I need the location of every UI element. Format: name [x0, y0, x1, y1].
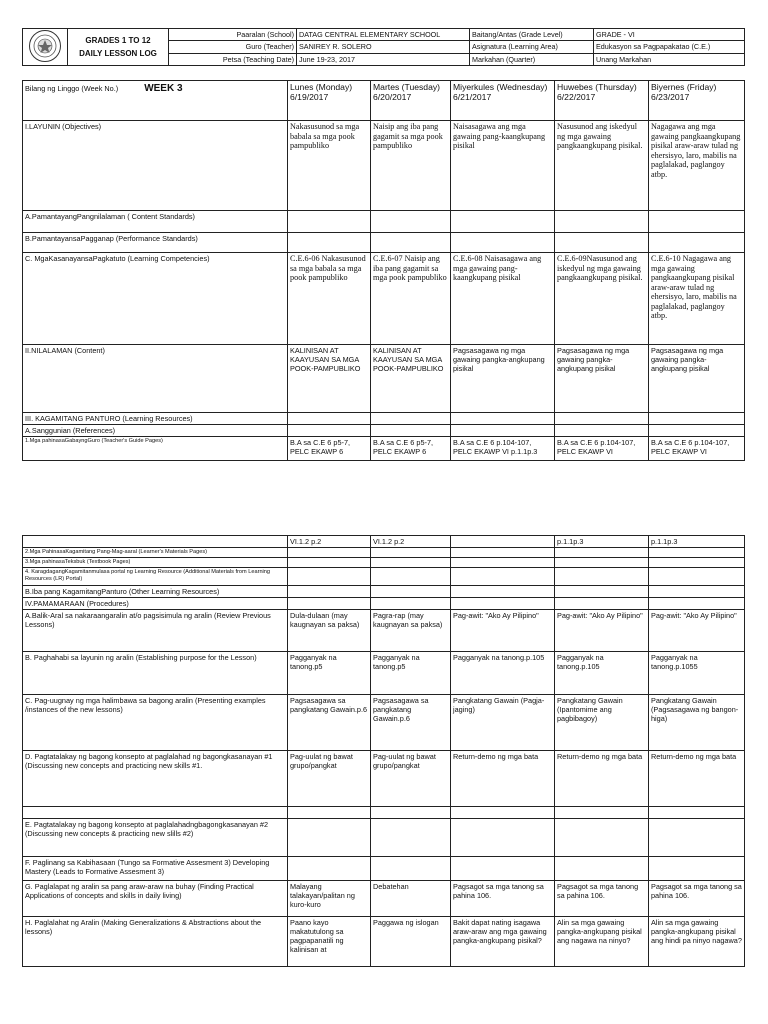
row-label: A.PamantayangPangnilalaman ( Content Standards) — [23, 211, 288, 233]
table-cell: Pagsasagawa ng mga gawaing pangka-angkupang pisikal — [451, 345, 555, 413]
teacher-value: SANIREY R. SOLERO — [297, 41, 470, 53]
day-name: Miyerkules (Wednesday) — [453, 82, 548, 92]
table-cell: C.E.6-08 Naisasagawa ang mga gawaing pang-kaangkupang pisikal — [451, 253, 555, 345]
table-row — [23, 437, 745, 461]
table-cell — [288, 558, 371, 568]
week-value: WEEK 3 — [144, 83, 183, 94]
table-cell: Pagganyak na tanong.p5 — [288, 652, 371, 695]
week-label: Bilang ng Linggo (Week No.) — [25, 84, 119, 93]
table-row — [23, 610, 745, 652]
table-cell — [288, 807, 371, 819]
row-label: 2.Mga PahinasaKagamitang Pang-Mag-aaral (Learner's Materials Pages) — [23, 548, 288, 558]
table-cell: B.A sa C.E 6 p5-7, PELC EKAWP 6 — [371, 437, 451, 461]
table-cell: C.E.6-09Nasusunod ang iskedyul ng mga gawaing pangkaangkupang pisikal. — [555, 253, 649, 345]
day-header-tuesday — [371, 81, 451, 121]
table-cell: VI.1.2 p.2 — [288, 536, 371, 548]
table-row — [23, 413, 745, 425]
table-cell — [649, 558, 745, 568]
table-cell: Dula-dulaan (may kaugnayan sa paksa) — [288, 610, 371, 652]
table-cell: Pagsasagawa ng mga gawaing pangka-angkupang pisikal — [649, 345, 745, 413]
table-cell — [649, 425, 745, 437]
table-cell: Nagagawa ang mga gawaing pangkaangkupang pisikal araw-araw tulad ng ehersisyo, laro, mabilis na paglalakad, paglangoy atbp. — [649, 121, 745, 211]
table-cell: p.1.1p.3 — [649, 536, 745, 548]
table-cell — [288, 425, 371, 437]
row-label: B. Paghahabi sa layunin ng aralin (Establishing purpose for the Lesson) — [23, 652, 288, 695]
table-row — [23, 211, 745, 233]
table-cell — [288, 413, 371, 425]
row-label: 3.Mga pahinasaTeksbuk (Textbook Pages) — [23, 558, 288, 568]
table-cell: KALINISAN AT KAAYUSAN SA MGA POOK-PAMPUBLIKO — [371, 345, 451, 413]
table-cell — [555, 558, 649, 568]
table-cell — [451, 233, 555, 253]
table-cell: B.A sa C.E 6 p.104-107, PELC EKAWP VI — [555, 437, 649, 461]
table-cell: Pagra-rap (may kaugnayan sa paksa) — [371, 610, 451, 652]
row-label — [23, 536, 288, 548]
table-cell — [288, 211, 371, 233]
table-cell — [649, 586, 745, 598]
day-date: 6/20/2017 — [373, 92, 412, 102]
table-cell: B.A sa C.E 6 p5-7, PELC EKAWP 6 — [288, 437, 371, 461]
table-cell — [371, 211, 451, 233]
table-cell — [649, 857, 745, 881]
row-label: B.PamantayansaPagganap (Performance Standards) — [23, 233, 288, 253]
table-cell: C.E.6-10 Nagagawa ang mga gawaing pangkaangkupang pisikal araw-araw tulad ng ehersisyo, laro, mabilis na paglalakad, paglangoy atbp. — [649, 253, 745, 345]
table-row — [23, 568, 745, 586]
table-cell: Pag-uulat ng bawat grupo/pangkat — [371, 751, 451, 807]
table-cell: VI.1.2 p.2 — [371, 536, 451, 548]
table-cell — [555, 598, 649, 610]
day-date: 6/23/2017 — [651, 92, 690, 102]
table-cell — [288, 568, 371, 586]
grade-level-label: Baitang/Antas (Grade Level) — [470, 29, 594, 41]
table-cell — [555, 425, 649, 437]
day-header-thursday — [555, 81, 649, 121]
learning-area-label: Asignatura (Learning Area) — [470, 41, 594, 53]
table-cell — [288, 819, 371, 857]
table-cell — [451, 413, 555, 425]
teaching-date-value: June 19-23, 2017 — [297, 53, 470, 65]
day-name: Huwebes (Thursday) — [557, 82, 637, 92]
table-row — [23, 558, 745, 568]
table-cell — [371, 558, 451, 568]
table-cell — [649, 568, 745, 586]
teaching-date-label: Petsa (Teaching Date) — [169, 53, 297, 65]
table-cell — [555, 819, 649, 857]
day-header-wednesday — [451, 81, 555, 121]
table-row — [23, 807, 745, 819]
row-label: G. Paglalapat ng aralin sa pang araw-araw na buhay (Finding Practical Applications of concepts and skills in daily living) — [23, 881, 288, 917]
table-cell — [649, 413, 745, 425]
table-cell: Pagsasagawa ng mga gawaing pangka-angkupang pisikal — [555, 345, 649, 413]
table-cell: Paano kayo makatutulong sa pagpapanatili ng kalinisan at — [288, 917, 371, 967]
table-cell — [451, 425, 555, 437]
table-cell — [288, 857, 371, 881]
table-cell: C.E.6-07 Naisip ang iba pang gagamit sa mga pook pampubliko — [371, 253, 451, 345]
table-cell: Paggawa ng islogan — [371, 917, 451, 967]
quarter-value: Unang Markahan — [594, 53, 745, 65]
row-label: C. Pag-uugnay ng mga halimbawa sa bagong aralin (Presenting examples /instances of the new lessons) — [23, 695, 288, 751]
table-cell — [371, 819, 451, 857]
row-label: 4. KaragdagangKagamitanmulasa portal ng Learning Resource (Additional Materials from Learning Resources (LR) Portal) — [23, 568, 288, 586]
title-line-2: DAILY LESSON LOG — [79, 49, 157, 58]
table-cell: Pagsagot sa mga tanong sa pahina 106. — [555, 881, 649, 917]
table-cell — [649, 819, 745, 857]
deped-seal-logo — [23, 29, 68, 66]
table-row — [23, 548, 745, 558]
table-cell: Return-demo ng mga bata — [555, 751, 649, 807]
table-cell — [555, 211, 649, 233]
table-cell: Pagganyak na tanong.p5 — [371, 652, 451, 695]
table-row — [23, 819, 745, 857]
table-cell: Naisip ang iba pang gagamit sa mga pook pampubliko — [371, 121, 451, 211]
table-cell: Naisasagawa ang mga gawaing pang-kaangkupang pisikal — [451, 121, 555, 211]
table-cell — [371, 807, 451, 819]
table-cell — [555, 857, 649, 881]
table-cell: Pag-uulat ng bawat grupo/pangkat — [288, 751, 371, 807]
row-label: E. Pagtatalakay ng bagong konsepto at paglalahadngbagongkasanayan #2 (Discussing new concepts & practicing new slills #2) — [23, 819, 288, 857]
table-cell — [371, 598, 451, 610]
table-cell: Pag-awit: "Ako Ay Pilipino" — [649, 610, 745, 652]
table-cell — [649, 548, 745, 558]
table-cell — [649, 211, 745, 233]
table-cell: Pagsagot sa mga tanong sa pahina 106. — [451, 881, 555, 917]
table-row — [23, 917, 745, 967]
table-cell: Alin sa mga gawaing pangka-angkupang pisikal ang nagawa na ninyo? — [555, 917, 649, 967]
row-label: H. Paglalahat ng Aralin (Making Generalizations & Abstractions about the lessons) — [23, 917, 288, 967]
table-row — [23, 425, 745, 437]
table-cell — [649, 598, 745, 610]
lesson-log-table-part1 — [22, 80, 745, 461]
table-cell — [451, 536, 555, 548]
learning-area-value: Edukasyon sa Pagpapakatao (C.E.) — [594, 41, 745, 53]
table-cell: B.A sa C.E 6 p.104-107, PELC EKAWP VI — [649, 437, 745, 461]
table-cell — [649, 807, 745, 819]
table-cell: Bakit dapat nating isagawa araw-araw ang mga gawaing pangka-angkupang pisikal? — [451, 917, 555, 967]
row-label: A.Sanggunian (References) — [23, 425, 288, 437]
row-label: I.LAYUNIN (Objectives) — [23, 121, 288, 211]
row-label: IV.PAMAMARAAN (Procedures) — [23, 598, 288, 610]
table-cell — [288, 548, 371, 558]
table-cell — [451, 819, 555, 857]
table-cell — [555, 807, 649, 819]
table-cell — [555, 233, 649, 253]
table-cell — [371, 568, 451, 586]
table-cell — [555, 586, 649, 598]
table-cell — [451, 548, 555, 558]
table-cell — [451, 857, 555, 881]
row-label: 1.Mga pahinasaGabayngGuro (Teacher's Guide Pages) — [23, 437, 288, 461]
table-cell: Debatehan — [371, 881, 451, 917]
week-cell — [23, 81, 288, 121]
table-row — [23, 121, 745, 211]
table-row — [23, 586, 745, 598]
table-header-row — [23, 81, 745, 121]
table-cell — [451, 558, 555, 568]
table-cell — [288, 598, 371, 610]
table-row — [23, 857, 745, 881]
table-cell — [288, 233, 371, 253]
table-cell — [555, 568, 649, 586]
row-label: D. Pagtatalakay ng bagong konsepto at paglalahad ng bagongkasanayan #1 (Discussing new concepts and practicing new skills #1. — [23, 751, 288, 807]
table-cell: Nasusunod ang iskedyul ng mga gawaing pangkaangkupang pisikal. — [555, 121, 649, 211]
quarter-label: Markahan (Quarter) — [470, 53, 594, 65]
table-cell — [288, 586, 371, 598]
table-row — [23, 652, 745, 695]
table-cell: Return-demo ng mga bata — [649, 751, 745, 807]
table-cell — [371, 233, 451, 253]
title-line-1: GRADES 1 TO 12 — [85, 36, 151, 45]
table-cell: Pag-awit: "Ako Ay Pilipino" — [451, 610, 555, 652]
row-label: F. Paglinang sa Kabihasaan (Tungo sa Formative Assesment 3) Developing Mastery (Leads to Formative Assesment 3) — [23, 857, 288, 881]
table-cell — [371, 413, 451, 425]
table-cell — [371, 548, 451, 558]
table-row — [23, 598, 745, 610]
row-label: III. KAGAMITANG PANTURO (Learning Resources) — [23, 413, 288, 425]
day-name: Biyernes (Friday) — [651, 82, 717, 92]
table-row — [23, 751, 745, 807]
table-cell: Pagganyak na tanong.p.1055 — [649, 652, 745, 695]
table-cell — [451, 586, 555, 598]
school-value: DATAG CENTRAL ELEMENTARY SCHOOL — [297, 29, 470, 41]
table-cell — [371, 586, 451, 598]
day-date: 6/21/2017 — [453, 92, 492, 102]
table-cell: Pangkatang Gawain (Pagsasagawa ng bangon-higa) — [649, 695, 745, 751]
table-cell — [649, 233, 745, 253]
row-label: C. MgaKasanayansaPagkatuto (Learning Competencies) — [23, 253, 288, 345]
teacher-label: Guro (Teacher) — [169, 41, 297, 53]
table-cell: Return-demo ng mga bata — [451, 751, 555, 807]
row-label — [23, 807, 288, 819]
page-title — [68, 29, 169, 66]
table-cell: Pag-awit: "Ako Ay Pilipino" — [555, 610, 649, 652]
day-name: Martes (Tuesday) — [373, 82, 441, 92]
table-row — [23, 345, 745, 413]
table-row — [23, 253, 745, 345]
table-row — [23, 536, 745, 548]
day-date: 6/22/2017 — [557, 92, 596, 102]
table-cell — [451, 807, 555, 819]
table-cell: Pagsasagawa sa pangkatang Gawain.p.6 — [371, 695, 451, 751]
header-table — [22, 28, 745, 66]
table-row — [23, 233, 745, 253]
table-row — [23, 881, 745, 917]
table-cell: p.1.1p.3 — [555, 536, 649, 548]
lesson-log-table-part2 — [22, 535, 745, 967]
day-header-friday — [649, 81, 745, 121]
seal-icon — [28, 29, 62, 63]
table-row — [23, 695, 745, 751]
grade-level-value: GRADE - VI — [594, 29, 745, 41]
day-header-monday — [288, 81, 371, 121]
table-cell — [451, 568, 555, 586]
table-cell: Nakasusunod sa mga babala sa mga pook pampubliko — [288, 121, 371, 211]
table-cell — [555, 413, 649, 425]
table-cell: Alin sa mga gawaing pangka-angkupang pisikal ang hindi pa ninyo nagawa? — [649, 917, 745, 967]
table-cell — [451, 211, 555, 233]
school-label: Paaralan (School) — [169, 29, 297, 41]
table-cell: KALINISAN AT KAAYUSAN SA MGA POOK-PAMPUBLIKO — [288, 345, 371, 413]
table-cell — [371, 425, 451, 437]
day-name: Lunes (Monday) — [290, 82, 353, 92]
table-cell — [371, 857, 451, 881]
table-cell: Pangkatang Gawain (Pagja-jaging) — [451, 695, 555, 751]
table-cell: B.A sa C.E 6 p.104-107, PELC EKAWP VI p.1.1p.3 — [451, 437, 555, 461]
row-label: II.NILALAMAN (Content) — [23, 345, 288, 413]
table-cell: Malayang talakayan/palitan ng kuro-kuro — [288, 881, 371, 917]
table-cell — [555, 548, 649, 558]
row-label: B.Iba pang KagamitangPanturo (Other Learning Resources) — [23, 586, 288, 598]
table-cell: Pagsagot sa mga tanong sa pahina 106. — [649, 881, 745, 917]
table-cell: Pagsasagawa sa pangkatang Gawain.p.6 — [288, 695, 371, 751]
day-date: 6/19/2017 — [290, 92, 329, 102]
row-label: A.Balik-Aral sa nakaraangaralin at/o pagsisimula ng aralin (Review Previous Lessons) — [23, 610, 288, 652]
table-cell — [451, 598, 555, 610]
table-cell: C.E.6-06 Nakasusunod sa mga babala sa mga pook pampubliko — [288, 253, 371, 345]
table-cell: Pagganyak na tanong.p.105 — [555, 652, 649, 695]
table-cell: Pangkatang Gawain (Ipantomime ang pagbibagoy) — [555, 695, 649, 751]
table-cell: Pagganyak na tanong.p.105 — [451, 652, 555, 695]
